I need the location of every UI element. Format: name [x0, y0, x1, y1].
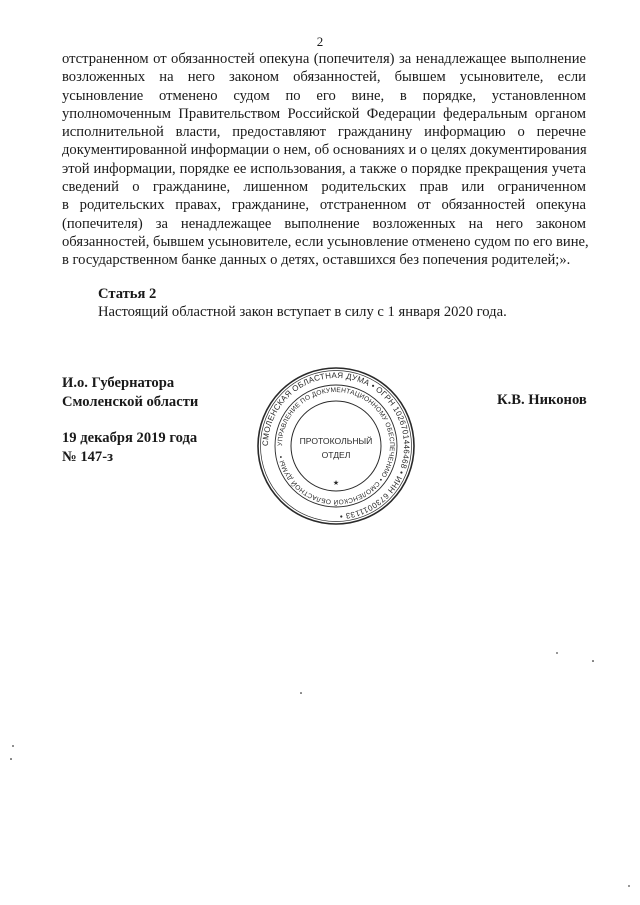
- text-line: в государственном банке данных о детях, оставшихся без попечения родителей;».: [62, 252, 571, 269]
- text-line: в родительских правах, гражданине, отстраненном от обязанностей опекуна: [62, 197, 586, 214]
- text-line: обязанностей, бывшем усыновителе, если усыновление отменено судом по его вине,: [62, 233, 589, 250]
- signature-block: [62, 374, 198, 466]
- article-heading: Статья 2: [98, 286, 157, 302]
- text-line: отстраненном от обязанностей опекуна (попечителя) за ненадлежащее выполнение: [62, 51, 586, 67]
- law-number: № 147-з: [62, 448, 113, 465]
- signing-date: 19 декабря 2019 года: [62, 430, 198, 446]
- text-line: сведений о гражданине, лишенном родительских прав или ограниченном: [62, 179, 586, 196]
- text-line: исполнительной власти, предоставляют гражданину информацию о перечне: [62, 124, 586, 141]
- text-line: возложенных на него законом обязанностей, бывшем усыновителе, если: [62, 69, 586, 86]
- scan-speck: [628, 885, 630, 887]
- body-text: [62, 50, 589, 270]
- seal-center-line1: ПРОТОКОЛЬНЫЙ: [299, 436, 373, 446]
- text-line: документированной информации о нем, об основаниях и о целях документирования: [62, 142, 587, 159]
- scan-speck: [592, 660, 594, 662]
- seal-center-line2: ОТДЕЛ: [321, 450, 351, 460]
- text-line: уполномоченным Правительством Российской Федерации федеральным органом: [62, 105, 586, 122]
- official-seal: [256, 366, 416, 526]
- article-text: Настоящий областной закон вступает в силу с 1 января 2020 года.: [98, 304, 507, 320]
- text-line: этой информации, порядке ее использования, а также о порядке прекращения учета: [62, 160, 586, 177]
- seal-inner-text: УПРАВЛЕНИЕ ПО ДОКУМЕНТАЦИОННОМУ ОБЕСПЕЧЕНИЮ • СМОЛЕНСКОЙ ОБЛАСТНОЙ ДУМЫ •: [276, 386, 396, 506]
- page-number: 2: [316, 34, 324, 49]
- seal-outer-text: СМОЛЕНСКАЯ ОБЛАСТНАЯ ДУМА • ОГРН 1026701446468 • ИНН 6730011133 •: [260, 370, 412, 521]
- signatory-region: Смоленской области: [62, 393, 199, 410]
- text-line: (попечителя) за ненадлежащее выполнение возложенных на него законом: [62, 215, 586, 232]
- scan-speck: [556, 652, 558, 654]
- scan-speck: [10, 758, 12, 760]
- seal-star-icon: ★: [332, 479, 340, 487]
- text-line: усыновление отменено судом по его вине, в порядке, установленном: [62, 87, 586, 104]
- signatory-position: И.о. Губернатора: [62, 375, 175, 391]
- scan-speck: [12, 745, 14, 747]
- signatory-name: К.В. Никонов: [497, 392, 587, 408]
- scan-speck: [300, 692, 302, 694]
